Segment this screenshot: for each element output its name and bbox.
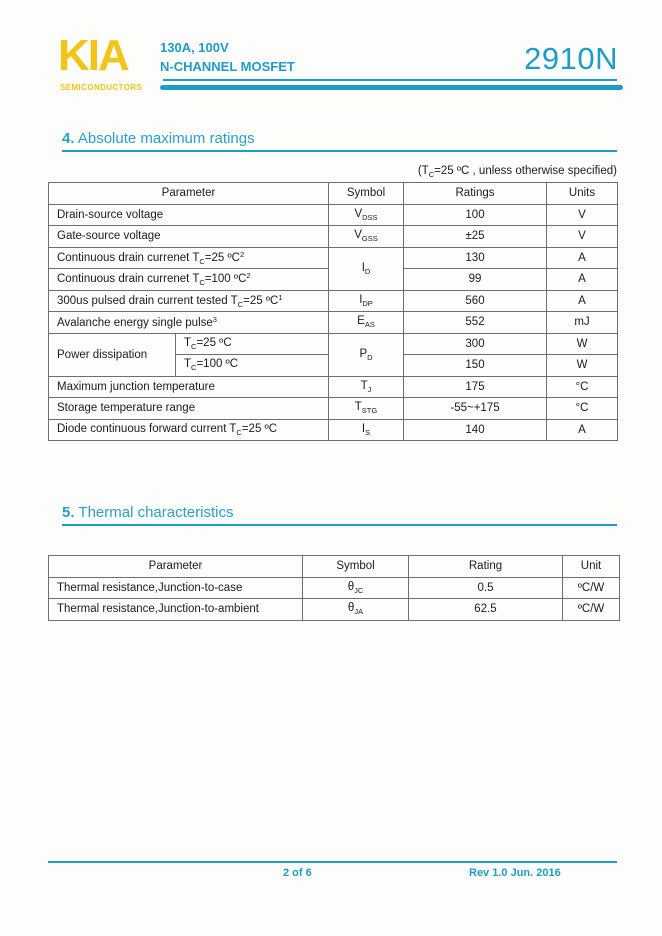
cell-unit: mJ: [547, 312, 618, 334]
header-rule-thick: [160, 85, 623, 90]
footer-rule: [48, 861, 617, 863]
section4-underline: [62, 150, 617, 152]
table-row: [49, 290, 618, 312]
product-spec-line1: 130A, 100V: [160, 40, 229, 55]
cell-unit: A: [547, 247, 618, 269]
cell-parameter: Maximum junction temperature: [49, 376, 329, 398]
cell-unit: A: [547, 269, 618, 291]
table-header-row: [49, 183, 618, 205]
cell-rating: 130: [404, 247, 547, 269]
cell-rating: 62.5: [409, 599, 563, 621]
table-row: [49, 376, 618, 398]
thermal-characteristics-table: [48, 555, 620, 621]
kia-logo-subtext: SEMICONDUCTORS: [60, 83, 143, 92]
section5-title: Thermal characteristics: [74, 504, 234, 521]
product-spec: [160, 38, 295, 76]
cell-rating: 100: [404, 204, 547, 226]
cell-parameter: Gate-source voltage: [49, 226, 329, 248]
cell-rating: 300: [404, 333, 547, 355]
cell-rating: 99: [404, 269, 547, 291]
cell-parameter: Drain-source voltage: [49, 204, 329, 226]
cell-symbol: $T_{STG}$: [329, 398, 404, 420]
page-number: 2 of 6: [283, 867, 312, 879]
cell-unit: ºC/W: [563, 599, 620, 621]
cell-rating: 175: [404, 376, 547, 398]
header-symbol: Symbol: [303, 556, 409, 578]
cell-symbol: $\theta_{JC}$: [303, 577, 409, 599]
section-absolute-maximum-ratings-heading: [62, 130, 617, 152]
cell-rating: 560: [404, 290, 547, 312]
header-ratings: Ratings: [404, 183, 547, 205]
section4-title: Absolute maximum ratings: [74, 130, 255, 147]
table-row: [49, 333, 618, 355]
kia-logo: KIA: [58, 31, 128, 80]
absolute-maximum-ratings-table: [48, 182, 618, 441]
cell-unit: V: [547, 204, 618, 226]
cell-symbol: $I_D$: [329, 247, 404, 290]
cell-rating: ±25: [404, 226, 547, 248]
cell-parameter: Continuous drain currenet $T_C=100$ ºC$^2$: [49, 269, 329, 291]
table-row: [49, 204, 618, 226]
cell-parameter: Thermal resistance,Junction-to-ambient: [49, 599, 303, 621]
cell-symbol: $P_D$: [329, 333, 404, 376]
cell-parameter: Diode continuous forward current $T_C=25$ ºC: [49, 419, 329, 441]
table-row: [49, 312, 618, 334]
cell-rating: -55~+175: [404, 398, 547, 420]
header-symbol: Symbol: [329, 183, 404, 205]
revision-label: Rev 1.0 Jun. 2016: [469, 867, 561, 879]
cell-rating: 150: [404, 355, 547, 377]
cell-parameter: Power dissipation: [49, 333, 176, 376]
table-row: [49, 226, 618, 248]
cell-unit: °C: [547, 398, 618, 420]
cell-unit: W: [547, 355, 618, 377]
cell-symbol: $\theta_{JA}$: [303, 599, 409, 621]
cell-symbol: $I_S$: [329, 419, 404, 441]
cell-rating: 552: [404, 312, 547, 334]
cell-condition: $T_C=25$ ºC: [176, 333, 329, 355]
table-header-row: [49, 556, 620, 578]
header-parameter: Parameter: [49, 556, 303, 578]
header-unit: Unit: [563, 556, 620, 578]
cell-parameter: Thermal resistance,Junction-to-case: [49, 577, 303, 599]
header-units: Units: [547, 183, 618, 205]
header-rating: Rating: [409, 556, 563, 578]
product-spec-line2: N-CHANNEL MOSFET: [160, 59, 295, 74]
cell-parameter: 300us pulsed drain current tested $T_C=25$ ºC$^1$: [49, 290, 329, 312]
cell-rating: 140: [404, 419, 547, 441]
cell-unit: A: [547, 290, 618, 312]
cell-parameter: Continuous drain currenet $T_C=25$ ºC$^2$: [49, 247, 329, 269]
header-parameter: Parameter: [49, 183, 329, 205]
cell-unit: °C: [547, 376, 618, 398]
cell-unit: A: [547, 419, 618, 441]
section-thermal-characteristics-heading: [62, 504, 617, 526]
test-conditions-note: ($T_C=25$ ºC , unless otherwise specified): [417, 165, 617, 179]
cell-parameter: Storage temperature range: [49, 398, 329, 420]
cell-symbol: $V_{GSS}$: [329, 226, 404, 248]
table-row: [49, 247, 618, 269]
cell-unit: ºC/W: [563, 577, 620, 599]
part-number: 2910N: [524, 41, 618, 76]
section4-number: 4.: [62, 130, 75, 147]
cell-condition: $T_C=100$ ºC: [176, 355, 329, 377]
table-row: [49, 419, 618, 441]
cell-parameter: Avalanche energy single pulse$^3$: [49, 312, 329, 334]
section5-number: 5.: [62, 504, 75, 521]
table-row: [49, 599, 620, 621]
table-row: [49, 577, 620, 599]
cell-unit: W: [547, 333, 618, 355]
section5-underline: [62, 524, 617, 526]
cell-symbol: $E_{AS}$: [329, 312, 404, 334]
table-row: [49, 398, 618, 420]
cell-rating: 0.5: [409, 577, 563, 599]
cell-symbol: $I_{DP}$: [329, 290, 404, 312]
cell-symbol: $T_J$: [329, 376, 404, 398]
cell-symbol: $V_{DSS}$: [329, 204, 404, 226]
cell-unit: V: [547, 226, 618, 248]
header-rule-thin: [163, 79, 617, 81]
